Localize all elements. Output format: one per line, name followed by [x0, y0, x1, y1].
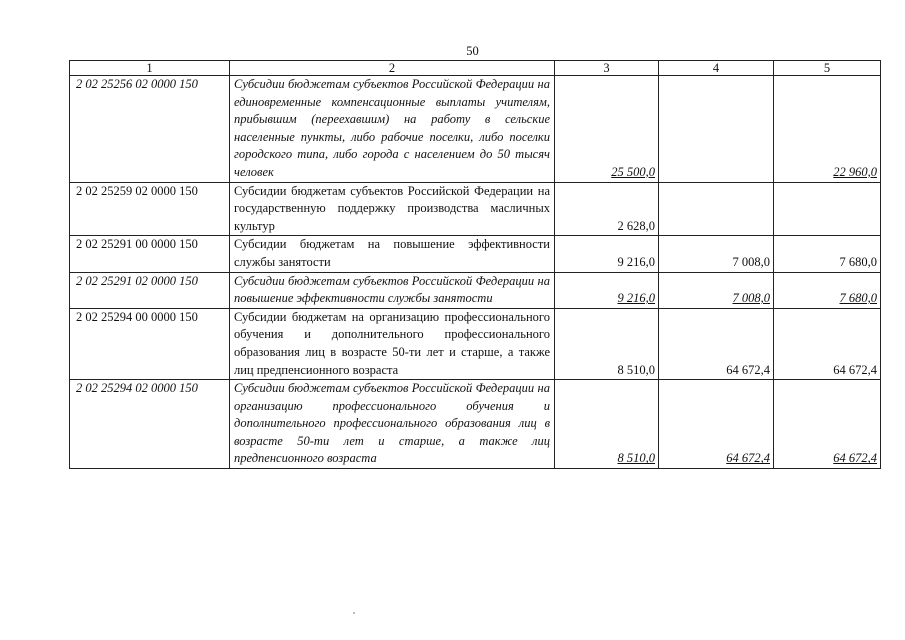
amount-col3-value: 8 510,0 — [617, 362, 655, 377]
amount-col4-cell — [659, 380, 774, 469]
table-row — [70, 182, 881, 236]
page-number: 50 — [466, 44, 479, 58]
amount-col5-cell — [774, 272, 881, 308]
budget-code-cell: 2 02 25294 00 0000 150 — [70, 308, 230, 379]
table-row — [70, 308, 881, 379]
scan-speck — [353, 612, 355, 614]
table-row — [70, 236, 881, 272]
amount-col4-value: 64 672,4 — [726, 362, 770, 377]
budget-code-cell: 2 02 25291 02 0000 150 — [70, 272, 230, 308]
description-cell: Субсидии бюджетам на повышение эффективности службы занятости — [230, 236, 555, 272]
amount-col4-cell — [659, 182, 774, 236]
amount-col3-cell — [555, 272, 659, 308]
amount-col3-cell — [555, 76, 659, 183]
amount-col3-cell — [555, 308, 659, 379]
amount-col5-cell — [774, 76, 881, 183]
description-cell: Субсидии бюджетам субъектов Российской Федерации на организацию профессионального обучения и дополнительного профессионального образования лиц в возрасте 50-ти лет и старше, а также лиц предпенсионного возраста — [230, 380, 555, 469]
amount-col5-value: 64 672,4 — [833, 362, 877, 377]
amount-col3-value: 9 216,0 — [617, 254, 655, 269]
budget-table — [69, 60, 881, 469]
amount-col3-value: 25 500,0 — [611, 164, 655, 179]
column-header-1: 1 — [70, 61, 230, 76]
amount-col4-value: 64 672,4 — [726, 451, 770, 466]
amount-col4-value: 7 008,0 — [732, 254, 770, 269]
amount-col3-cell — [555, 236, 659, 272]
column-header-2: 2 — [230, 61, 555, 76]
column-header-3: 3 — [555, 61, 659, 76]
amount-col5-value: 22 960,0 — [833, 164, 877, 179]
budget-code-cell: 2 02 25256 02 0000 150 — [70, 76, 230, 183]
column-header-4: 4 — [659, 61, 774, 76]
amount-col4-cell — [659, 272, 774, 308]
table-row — [70, 76, 881, 183]
description-cell: Субсидии бюджетам субъектов Российской Федерации на повышение эффективности службы занятости — [230, 272, 555, 308]
amount-col5-cell — [774, 236, 881, 272]
column-header-5: 5 — [774, 61, 881, 76]
amount-col5-cell — [774, 182, 881, 236]
amount-col4-cell — [659, 76, 774, 183]
amount-col4-cell — [659, 236, 774, 272]
description-cell: Субсидии бюджетам на организацию профессионального обучения и дополнительного профессионального образования лиц в возрасте 50-ти лет и старше, а также лиц предпенсионного возраста — [230, 308, 555, 379]
table-row — [70, 380, 881, 469]
amount-col3-cell — [555, 380, 659, 469]
description-cell: Субсидии бюджетам субъектов Российской Федерации на единовременные компенсационные выплаты учителям, прибывшим (переехавшим) на работу в сельские населенные пункты, либо рабочие поселки, либо поселки городского типа, либо города с населением до 50 тысяч человек — [230, 76, 555, 183]
amount-col3-value: 9 216,0 — [617, 291, 655, 306]
amount-col3-value: 2 628,0 — [617, 218, 655, 233]
amount-col4-value: 7 008,0 — [732, 291, 770, 306]
amount-col5-value: 7 680,0 — [839, 254, 877, 269]
column-number-row — [70, 61, 881, 76]
budget-code-cell: 2 02 25294 02 0000 150 — [70, 380, 230, 469]
budget-code-cell: 2 02 25259 02 0000 150 — [70, 182, 230, 236]
amount-col3-value: 8 510,0 — [617, 451, 655, 466]
amount-col4-cell — [659, 308, 774, 379]
amount-col5-cell — [774, 308, 881, 379]
table-row — [70, 272, 881, 308]
amount-col5-cell — [774, 380, 881, 469]
amount-col3-cell — [555, 182, 659, 236]
description-cell: Субсидии бюджетам субъектов Российской Федерации на государственную поддержку производства масличных культур — [230, 182, 555, 236]
budget-code-cell: 2 02 25291 00 0000 150 — [70, 236, 230, 272]
amount-col5-value: 7 680,0 — [839, 291, 877, 306]
amount-col5-value: 64 672,4 — [833, 451, 877, 466]
